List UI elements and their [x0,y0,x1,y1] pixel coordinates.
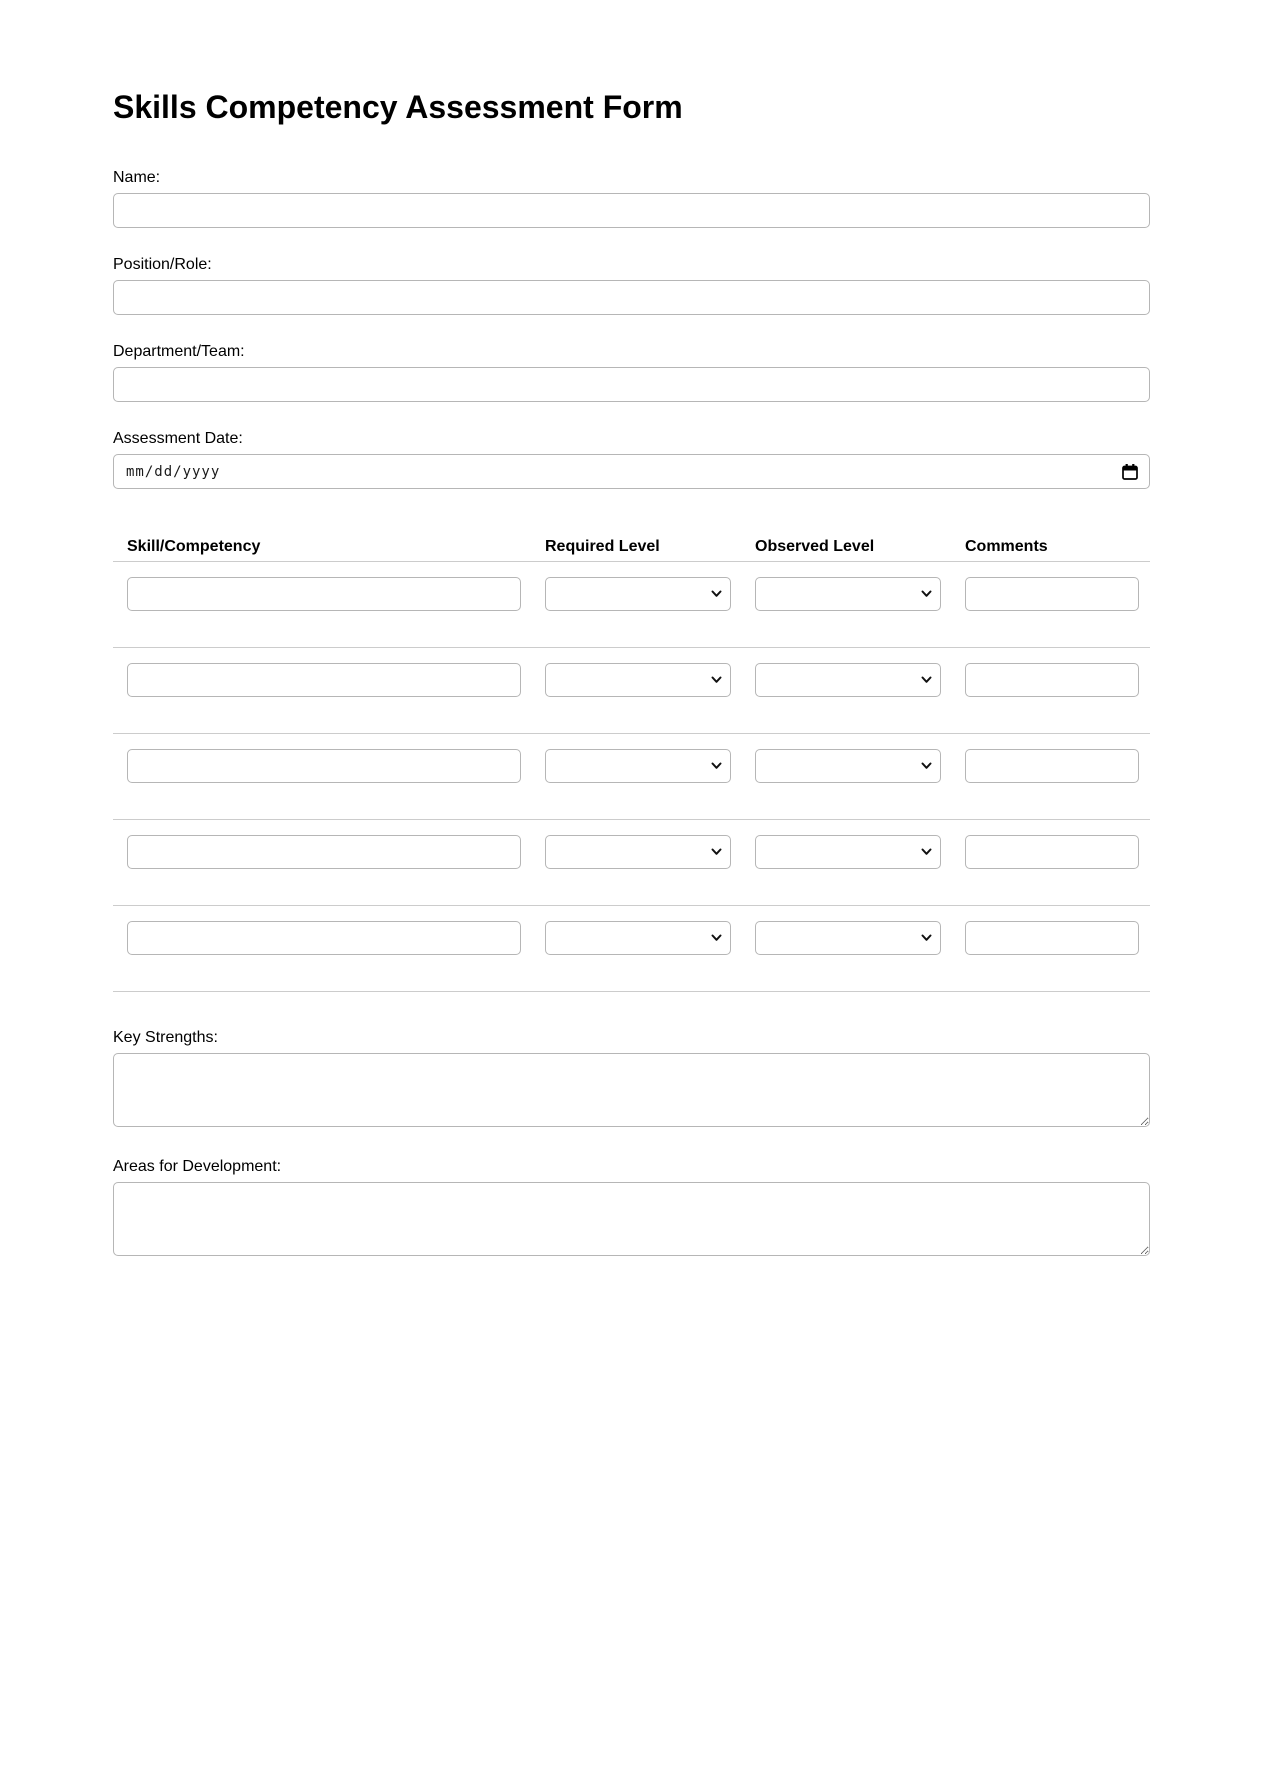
key-strengths-textarea[interactable] [113,1053,1150,1127]
required-level-select-wrap [545,749,731,783]
skill-input[interactable] [127,577,521,611]
skill-input[interactable] [127,921,521,955]
column-header-observed-level: Observed Level [755,538,875,555]
key-strengths-section [113,1028,1150,1127]
required-level-select-wrap [545,577,731,611]
observed-level-select-wrap [755,835,941,869]
skills-table-row [113,819,1150,905]
observed-level-select[interactable] [755,577,941,611]
column-header-required-level: Required Level [545,538,660,555]
skill-input[interactable] [127,835,521,869]
name-field-group [113,168,1150,228]
required-level-select[interactable] [545,577,731,611]
page-title: Skills Competency Assessment Form [113,89,683,125]
position-input[interactable] [113,280,1150,315]
skill-input[interactable] [127,749,521,783]
name-label: Name: [113,169,161,186]
observed-level-select[interactable] [755,749,941,783]
required-level-select-wrap [545,835,731,869]
position-field-group [113,255,1150,315]
areas-for-development-section [113,1157,1150,1256]
comments-input[interactable] [965,663,1139,697]
key-strengths-label: Key Strengths: [113,1029,218,1046]
skills-table-header [113,537,1150,561]
date-placeholder-text: mm/dd/yyyy [126,463,221,480]
department-field-group [113,342,1150,402]
name-input[interactable] [113,193,1150,228]
required-level-select[interactable] [545,835,731,869]
required-level-select[interactable] [545,663,731,697]
skills-table-row [113,561,1150,647]
department-label: Department/Team: [113,343,245,360]
calendar-icon[interactable] [1121,463,1139,481]
assessment-date-label: Assessment Date: [113,430,243,447]
position-label: Position/Role: [113,256,212,273]
column-header-comments: Comments [965,538,1048,555]
skills-table-row [113,733,1150,819]
areas-for-development-textarea[interactable] [113,1182,1150,1256]
skills-table [113,537,1150,992]
comments-input[interactable] [965,835,1139,869]
assessment-date-field-group [113,429,1150,489]
observed-level-select[interactable] [755,921,941,955]
skills-table-row [113,905,1150,991]
comments-input[interactable] [965,921,1139,955]
observed-level-select[interactable] [755,663,941,697]
observed-level-select-wrap [755,577,941,611]
column-header-skill: Skill/Competency [127,538,261,555]
comments-input[interactable] [965,749,1139,783]
skill-input[interactable] [127,663,521,697]
areas-for-development-label: Areas for Development: [113,1158,282,1175]
department-input[interactable] [113,367,1150,402]
required-level-select-wrap [545,921,731,955]
required-level-select-wrap [545,663,731,697]
assessment-date-input[interactable] [113,454,1150,489]
observed-level-select-wrap [755,921,941,955]
observed-level-select-wrap [755,663,941,697]
required-level-select[interactable] [545,749,731,783]
observed-level-select-wrap [755,749,941,783]
required-level-select[interactable] [545,921,731,955]
skills-table-row [113,647,1150,733]
comments-input[interactable] [965,577,1139,611]
observed-level-select[interactable] [755,835,941,869]
